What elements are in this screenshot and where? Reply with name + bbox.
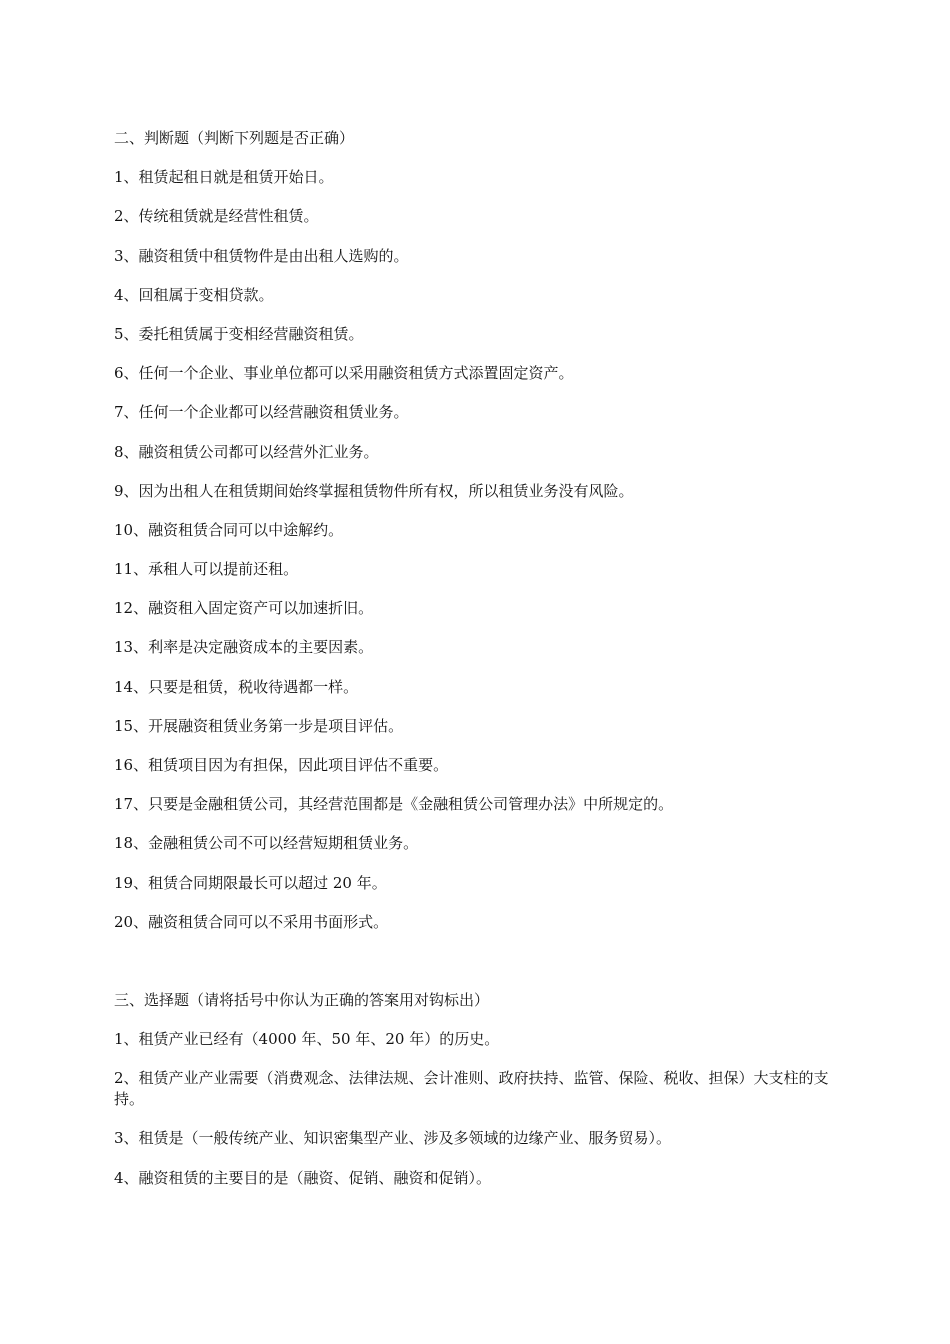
- judgement-item-14: 14、只要是租赁，税收待遇都一样。: [114, 677, 359, 696]
- choice-item-2: 2、租赁产业产业需要（消费观念、法律法规、会计准则、政府扶持、监管、保险、税收、担保）大支柱的支持。: [114, 1069, 829, 1109]
- judgement-heading: 二、判断题（判断下列题是否正确）: [114, 129, 355, 147]
- judgement-item-18: 18、金融租赁公司不可以经营短期租赁业务。: [114, 834, 419, 853]
- judgement-item-15: 15、开展融资租赁业务第一步是项目评估。: [114, 716, 404, 735]
- judgement-item-8: 8、融资租赁公司都可以经营外汇业务。: [114, 442, 379, 461]
- judgement-item-13: 13、利率是决定融资成本的主要因素。: [114, 638, 374, 657]
- judgement-section: [114, 128, 834, 951]
- judgement-item-7: 7、任何一个企业都可以经营融资租赁业务。: [114, 403, 409, 422]
- choice-section: [114, 990, 834, 1207]
- choice-item-1: 1、租赁产业已经有（4000 年、50 年、20 年）的历史。: [114, 1030, 500, 1049]
- judgement-item-16: 16、租赁项目因为有担保，因此项目评估不重要。: [114, 756, 449, 774]
- judgement-item-10: 10、融资租赁合同可以中途解约。: [114, 520, 344, 539]
- judgement-item-19: 19、租赁合同期限最长可以超过 20 年。: [114, 873, 387, 892]
- judgement-item-4: 4、回租属于变相贷款。: [114, 285, 274, 304]
- judgement-item-3: 3、融资租赁中租赁物件是由出租人选购的。: [114, 246, 409, 265]
- judgement-item-11: 11、承租人可以提前还租。: [114, 560, 299, 579]
- judgement-item-5: 5、委托租赁属于变相经营融资租赁。: [114, 324, 364, 343]
- judgement-item-9: 9、因为出租人在租赁期间始终掌握租赁物件所有权，所以租赁业务没有风险。: [114, 481, 634, 500]
- judgement-item-20: 20、融资租赁合同可以不采用书面形式。: [114, 912, 389, 931]
- judgement-item-12: 12、融资租入固定资产可以加速折旧。: [114, 599, 374, 618]
- choice-heading: 三、选择题（请将括号中你认为正确的答案用对钩标出）: [114, 991, 490, 1009]
- choice-item-3: 3、租赁是（一般传统产业、知识密集型产业、涉及多领域的边缘产业、服务贸易）。: [114, 1129, 672, 1148]
- judgement-item-17: 17、只要是金融租赁公司，其经营范围都是《金融租赁公司管理办法》中所规定的。: [114, 795, 674, 814]
- judgement-item-6: 6、任何一个企业、事业单位都可以采用融资租赁方式添置固定资产。: [114, 364, 574, 383]
- choice-item-4: 4、融资租赁的主要目的是（融资、促销、融资和促销）。: [114, 1168, 492, 1187]
- judgement-item-1: 1、租赁起租日就是租赁开始日。: [114, 168, 334, 187]
- judgement-item-2: 2、传统租赁就是经营性租赁。: [114, 207, 319, 226]
